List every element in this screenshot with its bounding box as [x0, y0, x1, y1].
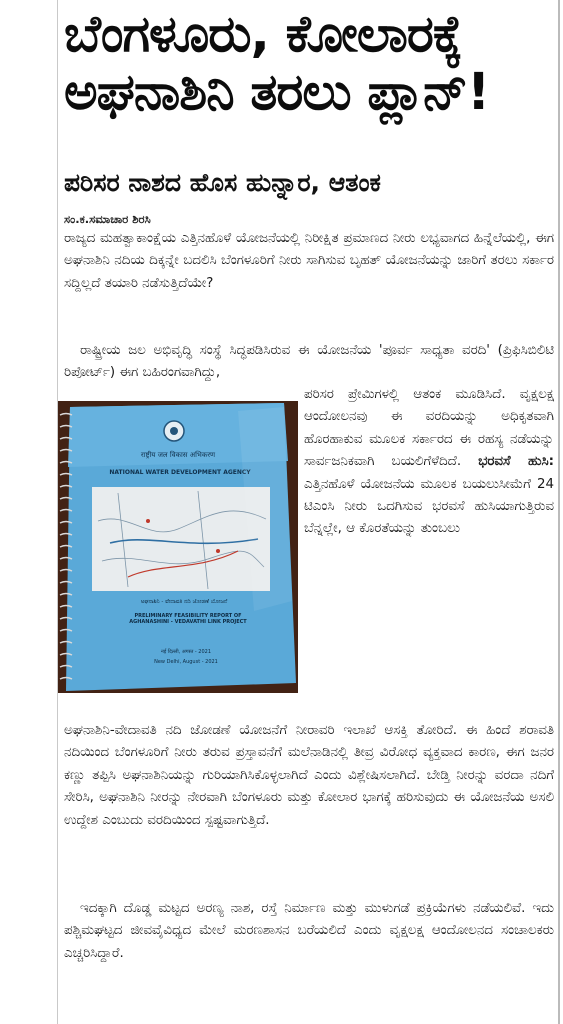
paragraph-report-intro: ರಾಷ್ಟ್ರೀಯ ಜಲ ಅಭಿವೃದ್ಧಿ ಸಂಸ್ಥೆ ಸಿದ್ಧಪಡಿಸಿರುವ ಈ ಯೋಜನೆಯ 'ಪೂರ್ವ ಸಾಧ್ಯತಾ ವರದಿ' (ಪ್ರಿಫಿಸಿಬಿಲಿಟಿ ರಿಪೋರ್ಟ್) ಈಗ ಬಹಿರಂಗವಾಗಿದ್ದು,	[64, 343, 554, 381]
paragraph-report-reaction: ಪರಿಸರ ಪ್ರೇಮಿಗಳಲ್ಲಿ ಆತಂಕ ಮೂಡಿಸಿದೆ. ವೃಕ್ಷಲಕ್ಷ ಆಂದೋಲನವು ಈ ವರದಿಯನ್ನು ಅಧಿಕೃತವಾಗಿ ಹೊರಹಾಕುವ ಮೂಲಕ ಸರ್ಕಾರದ ಈ ರಹಸ್ಯ ನಡೆಯನ್ನು ಸಾರ್ವಜನಿಕವಾಗಿ ಬಯಲಿಗೆಳೆದಿದೆ.	[304, 387, 554, 470]
subheadline: ಪರಿಸರ ನಾಶದ ಹೊಸ ಹುನ್ನಾರ, ಆತಂಕ	[64, 168, 381, 197]
cover-footer-hindi: नई दिल्ली, अगस्त - 2021	[160, 649, 212, 655]
cover-agency-hindi: राष्ट्रीय जल विकास अभिकरण	[140, 451, 216, 459]
paragraph-warning: ಇದಕ್ಕಾಗಿ ದೊಡ್ಡ ಮಟ್ಟದ ಅರಣ್ಯ ನಾಶ, ರಸ್ತೆ ನಿರ್ಮಾಣ ಮತ್ತು ಮುಳುಗಡೆ ಪ್ರಕ್ರಿಯೆಗಳು ನಡೆಯಲಿವೆ. ಇದು ಪಶ್ಚಿಮಘಟ್ಟದ ಜೀವವೈವಿಧ್ಯದ ಮೇಲೆ ಮರಣಶಾಸನ ಬರೆಯಲಿದೆ ಎಂದು ವೃಕ್ಷಲಕ್ಷ ಆಂದೋಲನದ ಸಂಚಾಲಕರು ಎಚ್ಚರಿಸಿದ್ದಾರೆ.	[64, 901, 554, 961]
cover-agency-english: NATIONAL WATER DEVELOPMENT AGENCY	[109, 469, 251, 476]
cover-report-kannada: ಅಘನಾಶಿನಿ - ವೇದಾವತಿ ನದಿ ಜೋಡಣೆ ಯೋಜನೆ	[140, 599, 228, 605]
paragraph-column	[304, 384, 554, 541]
cover-footer-english: New Delhi, August - 2021	[154, 659, 218, 665]
report-cover-illustration	[58, 401, 298, 693]
paragraph-river-link: ಅಘನಾಶಿನಿ-ವೇದಾವತಿ ನದಿ ಜೋಡಣೆ ಯೋಜನೆಗೆ ನೀರಾವರಿ ಇಲಾಖೆ ಆಸಕ್ತಿ ತೋರಿದೆ. ಈ ಹಿಂದೆ ಶರಾವತಿ ನದಿಯಿಂದ ಬೆಂಗಳೂರಿಗೆ ನೀರು ತರುವ ಪ್ರಸ್ತಾವನೆಗೆ ಮಲೆನಾಡಿನಲ್ಲಿ ತೀವ್ರ ವಿರೋಧ ವ್ಯಕ್ತವಾದ ಕಾರಣ, ಈಗ ಜನರ ಕಣ್ಣು ತಪ್ಪಿಸಿ ಅಘನಾಶಿನಿಯನ್ನು ಗುರಿಯಾಗಿಸಿಕೊಳ್ಳಲಾಗಿದೆ ಎಂದು ವಿಶ್ಲೇಷಿಸಲಾಗಿದೆ. ಬೇಡ್ತಿ ನೀರನ್ನು ವರದಾ ನದಿಗೆ ಸೇರಿಸಿ, ಅಘನಾಶಿನಿ ನೀರನ್ನು ನೇರವಾಗಿ ಬೆಂಗಳೂರು ಮತ್ತು ಕೋಲಾರ ಭಾಗಕ್ಕೆ ಹರಿಸುವುದು ಈ ಯೋಜನೆಯ ಅಸಲಿ ಉದ್ದೇಶ ಎಂಬುದು ವರದಿಯಿಂದ ಸ್ಪಷ್ಟವಾಗುತ್ತಿದೆ.	[64, 723, 554, 828]
report-cover-photo	[58, 401, 298, 693]
right-column-rule	[558, 0, 560, 1024]
cover-report-title: PRELIMINARY FEASIBILITY REPORT OF AGHANASHINI - VEDAVATHI LINK PROJECT	[129, 613, 247, 625]
byline: ಸಂ.ಕ.ಸಮಾಚಾರ ಶಿರಸಿ	[64, 212, 151, 226]
headline: ಬೆಂಗಳೂರು, ಕೋಲಾರಕ್ಕೆ ಅಘನಾಶಿನಿ ತರಲು ಪ್ಲಾನ್!	[64, 5, 490, 122]
paragraph-intro: ರಾಜ್ಯದ ಮಹತ್ವಾಕಾಂಕ್ಷೆಯ ಎತ್ತಿನಹೊಳೆ ಯೋಜನೆಯಲ್ಲಿ ನಿರೀಕ್ಷಿತ ಪ್ರಮಾಣದ ನೀರು ಲಭ್ಯವಾಗದ ಹಿನ್ನೆಲೆಯಲ್ಲಿ, ಈಗ ಅಘನಾಶಿನಿ ನದಿಯ ದಿಕ್ಕನ್ನೇ ಬದಲಿಸಿ ಬೆಂಗಳೂರಿಗೆ ನೀರು ಸಾಗಿಸುವ ಬೃಹತ್ ಯೋಜನೆಯನ್ನು ಜಾರಿಗೆ ತರಲು ಸರ್ಕಾರ ಸದ್ದಿಲ್ಲದೆ ತಯಾರಿ ನಡೆಸುತ್ತಿದೆಯೇ?	[64, 231, 554, 291]
paragraph-hope-false: ಎತ್ತಿನಹೊಳೆ ಯೋಜನೆಯ ಮೂಲಕ ಬಯಲುಸೀಮೆಗೆ 24 ಟಿಎಂಸಿ ನೀರು ಒದಗಿಸುವ ಭರವಸೆ ಹುಸಿಯಾಗುತ್ತಿರುವ ಬೆನ್ನಲ್ಲೇ, ಆ ಕೊರತೆಯನ್ನು ತುಂಬಲು	[304, 476, 554, 537]
subhead-bharavase-husi: ಭರವಸೆ ಹುಸಿ:	[478, 454, 554, 470]
